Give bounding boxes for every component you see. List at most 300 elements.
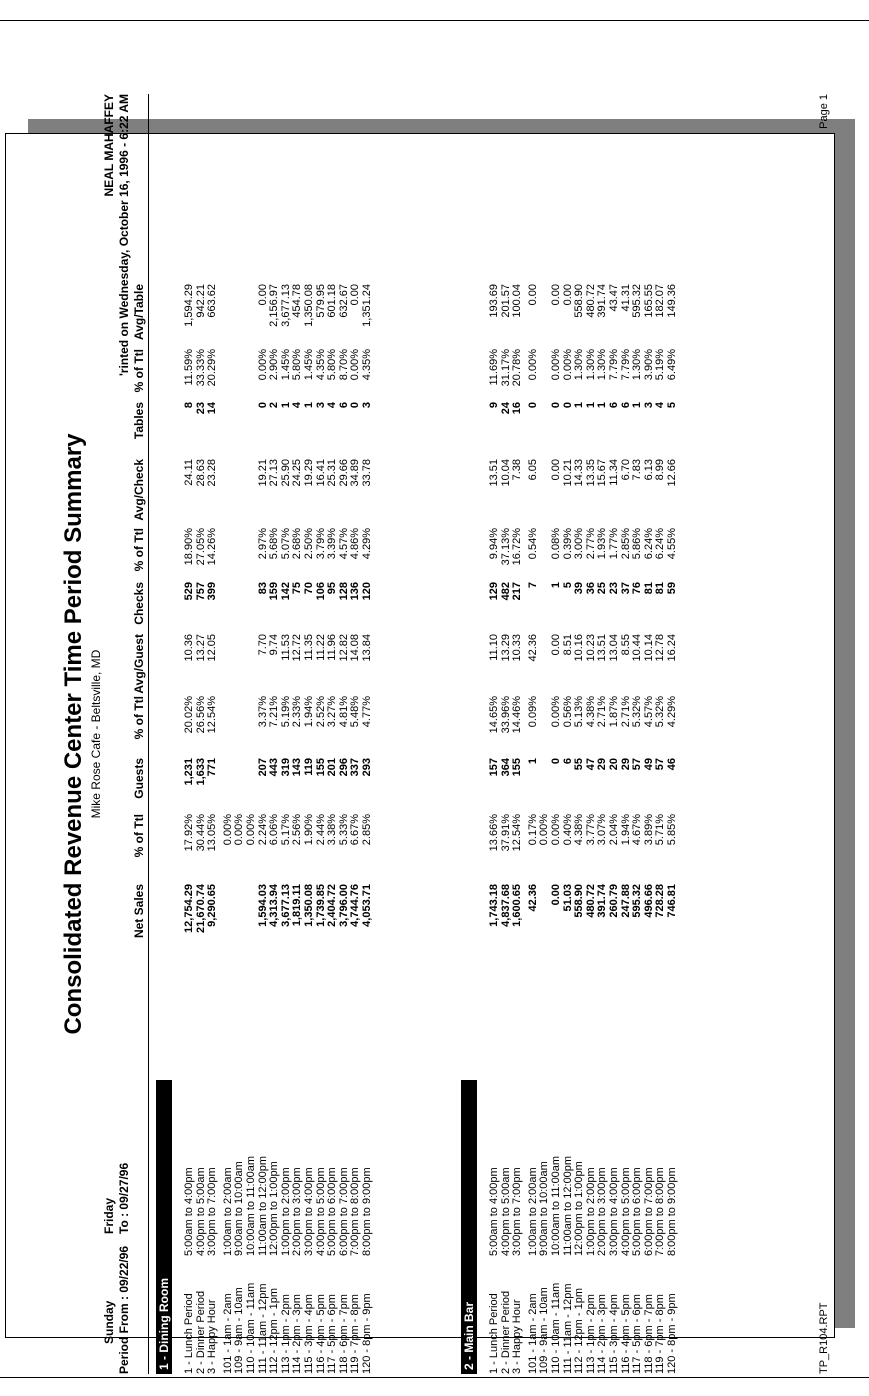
period-name: 3 - Happy Hour [206, 1299, 219, 1374]
cell-avg-guest: 7.70 [256, 634, 269, 656]
cell--of-ttl: 0.00% [550, 349, 562, 381]
cell--of-ttl: 33.33% [194, 349, 207, 387]
cell-avg-guest: 13.51 [596, 634, 609, 662]
cell--of-ttl: 0.00% [256, 349, 269, 381]
period-time-range: 8:00pm to 9:00pm [666, 1167, 678, 1256]
period-name: 112 - 12pm - 1pm [573, 1287, 586, 1374]
cell--of-ttl: 4.55% [666, 528, 678, 560]
cell-tables: 4 [326, 402, 339, 409]
cell--of-ttl: 2.50% [303, 528, 315, 560]
cell--of-ttl: 4.57% [642, 696, 655, 728]
cell-checks: 159 [268, 582, 281, 601]
cell-checks: 36 [584, 582, 597, 595]
cell-tables: 0 [550, 402, 562, 409]
cell-avg-guest: 0.00 [550, 634, 562, 656]
cell-avg-check: 29.66 [337, 459, 350, 487]
cell--of-ttl: 1.94% [303, 696, 315, 728]
cell-avg-check: 16.41 [314, 459, 327, 487]
cell-avg-guest: 13.84 [361, 634, 373, 662]
cell-avg-guest: 13.29 [499, 634, 512, 662]
cell-avg-guest: 11.22 [314, 634, 327, 661]
cell--of-ttl: 1.90% [303, 814, 315, 846]
cell-avg-table: 149.36 [666, 284, 678, 318]
cell-checks: 70 [303, 582, 315, 595]
cell-guests: 771 [206, 758, 219, 777]
section-header: 2 - Main Bar [461, 1080, 477, 1374]
cell-avg-guest: 13.04 [608, 634, 620, 662]
report-title: Consolidated Revenue Center Time Period Summary [60, 433, 87, 1035]
cell--of-ttl: 1.94% [619, 814, 632, 846]
cell-tables: 0 [526, 402, 539, 409]
cell-avg-guest: 9.74 [268, 634, 281, 656]
cell-avg-check: 6.70 [619, 459, 632, 481]
cell--of-ttl: 2.71% [619, 696, 632, 728]
cell-checks: 81 [654, 582, 667, 595]
table-row [362, 94, 374, 1374]
cell-avg-guest: 14.08 [349, 634, 362, 662]
cell--of-ttl: 0.09% [526, 696, 539, 728]
report-page [5, 94, 835, 1374]
cell-avg-table: 0.00 [526, 284, 539, 306]
cell-net-sales: 3,677.13 [279, 884, 292, 927]
cell--of-ttl: 0.00% [526, 349, 539, 381]
column-header: Guests [132, 758, 146, 799]
period-name: 116 - 4pm - 5pm [314, 1294, 327, 1374]
period-time-range: 5:00am to 4:00pm [183, 1167, 195, 1256]
cell-net-sales: 1,594.03 [256, 884, 269, 927]
cell-checks: 142 [279, 582, 292, 601]
cell-avg-check: 33.78 [361, 459, 373, 487]
cell--of-ttl: 2.77% [584, 528, 597, 560]
cell-checks: 1 [550, 582, 562, 589]
cell--of-ttl: 16.72% [511, 528, 524, 566]
cell-avg-check: 10.04 [499, 459, 512, 487]
cell-avg-table: 391.74 [596, 284, 609, 318]
cell-net-sales: 1,350.08 [303, 884, 315, 927]
cell-avg-table: 182.07 [654, 284, 667, 318]
cell-avg-table: 0.00 [561, 284, 574, 306]
cell-net-sales: 746.81 [666, 884, 678, 918]
cell-guests: 6 [561, 758, 574, 765]
cell-net-sales: 0.00 [550, 884, 562, 906]
period-time-range: 4:00pm to 5:00pm [314, 1167, 327, 1256]
cell--of-ttl: 4.86% [349, 528, 362, 560]
cell--of-ttl: 3.37% [256, 696, 269, 728]
period-time-range: 3:00pm to 4:00pm [303, 1167, 315, 1256]
cell-tables: 0 [256, 402, 269, 409]
period-name: 101 - 1am - 2am [221, 1293, 234, 1374]
cell--of-ttl: 1.45% [279, 349, 292, 381]
cell--of-ttl: 3.38% [326, 814, 339, 846]
period-time-range: 1:00pm to 2:00pm [279, 1167, 292, 1256]
period-name: 109 - 9am - 10am [538, 1287, 551, 1374]
cell--of-ttl: 6.67% [349, 814, 362, 846]
table-row [246, 94, 258, 1374]
cell--of-ttl: 4.29% [666, 696, 678, 728]
cell-net-sales: 595.32 [631, 884, 644, 918]
cell-net-sales: 558.90 [573, 884, 586, 918]
cell--of-ttl: 8.70% [337, 349, 350, 381]
cell-avg-check: 0.00 [550, 459, 562, 481]
cell-avg-guest: 10.16 [573, 634, 586, 662]
cell-guests: 55 [573, 758, 586, 771]
cell--of-ttl: 11.69% [488, 349, 500, 386]
cell-tables: 16 [511, 402, 524, 415]
period-time-range: 4:00pm to 5:00pm [619, 1167, 632, 1256]
cell-avg-check: 7.83 [631, 459, 644, 481]
cell-guests: 443 [268, 758, 281, 777]
period-time-range: 2:00pm to 3:00pm [596, 1167, 609, 1256]
cell--of-ttl: 0.00% [221, 814, 234, 846]
cell--of-ttl: 26.56% [194, 696, 207, 734]
period-time-range: 10:00am to 11:00am [245, 1155, 257, 1256]
period-time-range: 11:00am to 12:00pm [561, 1155, 574, 1256]
period-to: To : 09/27/96 [117, 1162, 131, 1234]
cell-avg-table: 1,594.29 [183, 284, 195, 327]
cell-guests: 364 [499, 758, 512, 777]
period-time-range: 3:00pm to 7:00pm [511, 1167, 524, 1256]
cell-checks: 136 [349, 582, 362, 601]
cell--of-ttl: 4.29% [361, 528, 373, 560]
period-time-range: 11:00am to 12:00pm [256, 1155, 269, 1256]
period-time-range: 1:00am to 2:00am [526, 1167, 539, 1256]
column-header: Avg/Table [132, 284, 146, 341]
cell-avg-table: 942.21 [194, 284, 207, 318]
period-name: 114 - 2pm - 3pm [291, 1294, 304, 1374]
cell-tables: 14 [206, 402, 219, 415]
cell--of-ttl: 0.39% [561, 528, 574, 560]
cell-avg-check: 27.13 [268, 459, 281, 487]
cell--of-ttl: 5.68% [268, 528, 281, 560]
bottom-rule [0, 1377, 869, 1378]
cell-tables: 9 [488, 402, 500, 409]
cell-tables: 0 [349, 402, 362, 409]
cell-net-sales: 496.66 [642, 884, 655, 918]
cell--of-ttl: 12.54% [206, 696, 219, 734]
cell-avg-check: 28.63 [194, 459, 207, 487]
cell--of-ttl: 14.26% [206, 528, 219, 566]
section-header: 1 - Dining Room [156, 1080, 172, 1374]
cell-checks: 59 [666, 582, 678, 595]
cell-avg-table: 663.62 [206, 284, 219, 318]
cell-guests: 46 [666, 758, 678, 771]
cell-avg-check: 14.33 [573, 459, 586, 487]
period-time-range: 9:00am to 10:00am [538, 1161, 551, 1256]
column-header: Avg/Check [132, 459, 146, 521]
period-name: 111 - 11am - 12pm [256, 1283, 269, 1374]
period-time-range: 6:00pm to 7:00pm [337, 1167, 350, 1256]
cell-checks: 5 [561, 582, 574, 589]
cell--of-ttl: 3.79% [314, 528, 327, 560]
cell-avg-check: 24.11 [183, 459, 195, 486]
cell--of-ttl: 33.96% [499, 696, 512, 734]
cell--of-ttl: 0.00% [561, 349, 574, 381]
cell-avg-guest: 11.96 [326, 634, 339, 661]
cell-net-sales: 1,739.85 [314, 884, 327, 927]
cell--of-ttl: 0.00% [538, 814, 551, 846]
cell-net-sales: 51.03 [561, 884, 574, 912]
cell--of-ttl: 30.44% [194, 814, 207, 852]
cell-guests: 20 [608, 758, 620, 771]
cell-avg-table: 601.18 [326, 284, 339, 318]
cell--of-ttl: 5.07% [279, 528, 292, 560]
report-footer-left: TP_R104.RPT [818, 1302, 830, 1374]
period-time-range: 4:00pm to 5:00am [194, 1167, 207, 1256]
cell--of-ttl: 5.32% [654, 696, 667, 728]
column-header: Avg/Guest [132, 634, 146, 694]
cell--of-ttl: 2.33% [291, 696, 304, 728]
cell-avg-guest: 10.33 [511, 634, 524, 662]
cell-tables: 2 [268, 402, 281, 409]
cell--of-ttl: 0.00% [550, 696, 562, 728]
cell-checks: 81 [642, 582, 655, 595]
cell-avg-check: 10.21 [561, 459, 574, 487]
cell-guests: 155 [314, 758, 327, 777]
cell-tables: 5 [666, 402, 678, 409]
cell--of-ttl: 2.85% [361, 814, 373, 846]
cell-avg-check: 19.29 [303, 459, 315, 487]
cell-avg-table: 0.00 [349, 284, 362, 306]
table-row [512, 94, 524, 1374]
cell-checks: 399 [206, 582, 219, 601]
cell--of-ttl: 2.71% [596, 696, 609, 728]
cell-guests: 293 [361, 758, 373, 777]
cell-guests: 1,231 [183, 758, 195, 786]
column-header: % of Ttl [132, 349, 146, 393]
end-day: Friday [102, 1197, 116, 1234]
cell-tables: 1 [596, 402, 609, 409]
table-row [667, 94, 679, 1374]
cell-avg-table: 201.57 [499, 284, 512, 318]
cell-avg-table: 100.04 [511, 284, 524, 318]
report-subtitle: Mike Rose Cafe - Beltsville, MD [89, 649, 103, 819]
cell-avg-table: 1,350.08 [303, 284, 315, 327]
cell-checks: 482 [499, 582, 512, 601]
period-time-range: 10:00am to 11:00am [550, 1155, 562, 1256]
period-time-range: 12:00pm to 1:00pm [268, 1161, 281, 1256]
cell--of-ttl: 2.85% [619, 528, 632, 560]
cell-avg-table: 558.90 [573, 284, 586, 318]
cell--of-ttl: 7.79% [608, 349, 620, 381]
cell-avg-guest: 8.55 [619, 634, 632, 656]
period-name: 113 - 1pm - 2pm [279, 1294, 292, 1374]
cell--of-ttl: 3.07% [596, 814, 609, 846]
cell-net-sales: 1,600.65 [511, 884, 524, 927]
table-row [207, 94, 219, 1374]
cell-tables: 1 [303, 402, 315, 409]
column-header: Tables [132, 402, 146, 440]
period-time-range: 1:00pm to 2:00pm [584, 1167, 597, 1256]
period-name: 110 - 10am - 11am [550, 1282, 562, 1374]
cell--of-ttl: 4.38% [573, 814, 586, 846]
cell--of-ttl: 7.79% [619, 349, 632, 381]
period-time-range: 8:00pm to 9:00pm [361, 1167, 373, 1256]
cell--of-ttl: 11.59% [183, 349, 195, 386]
cell-avg-guest: 11.35 [303, 634, 315, 661]
printed-on-date: 'rinted on Wednesday, October 16, 1996 - 6:22 AM [117, 94, 131, 377]
cell-guests: 29 [596, 758, 609, 771]
cell--of-ttl: 20.29% [206, 349, 219, 387]
cell--of-ttl: 2.68% [291, 528, 304, 560]
cell-tables: 3 [361, 402, 373, 409]
cell-avg-guest: 16.24 [666, 634, 678, 662]
cell-avg-check: 23.28 [206, 459, 219, 487]
cell--of-ttl: 6.24% [654, 528, 667, 560]
cell-checks: 7 [526, 582, 539, 589]
cell-avg-table: 0.00 [550, 284, 562, 306]
cell-checks: 76 [631, 582, 644, 595]
cell-net-sales: 1,819.11 [291, 884, 304, 927]
cell-avg-table: 1,351.24 [361, 284, 373, 327]
cell--of-ttl: 5.33% [337, 814, 350, 846]
period-name: 119 - 7pm - 8pm [654, 1294, 667, 1374]
cell-avg-table: 43.47 [608, 284, 620, 312]
cell-avg-table: 0.00 [256, 284, 269, 306]
rotated-report [46, 94, 846, 1374]
cell--of-ttl: 5.17% [279, 814, 292, 846]
period-time-range: 9:00am to 10:00am [233, 1161, 246, 1256]
column-header: % of Ttl [132, 528, 146, 572]
cell-tables: 1 [573, 402, 586, 409]
cell--of-ttl: 6.24% [642, 528, 655, 560]
cell--of-ttl: 1.87% [608, 696, 620, 728]
cell-tables: 1 [279, 402, 292, 409]
page-number: Page 1 [818, 94, 830, 129]
cell-net-sales: 4,053.71 [361, 884, 373, 927]
period-time-range: 3:00pm to 4:00pm [608, 1167, 620, 1256]
start-day: Sunday [102, 1300, 116, 1344]
table-row [304, 94, 316, 1374]
cell-checks: 757 [194, 582, 207, 601]
cell-checks: 75 [291, 582, 304, 595]
cell--of-ttl: 1.77% [608, 528, 620, 560]
cell-net-sales: 3,796.00 [337, 884, 350, 927]
cell--of-ttl: 1.45% [303, 349, 315, 381]
cell-avg-guest: 11.53 [279, 634, 292, 661]
cell--of-ttl: 2.52% [314, 696, 327, 728]
cell--of-ttl: 2.56% [291, 814, 304, 846]
cell-guests: 49 [642, 758, 655, 771]
cell-guests: 155 [511, 758, 524, 777]
cell--of-ttl: 37.13% [499, 528, 512, 566]
period-name: 2 - Dinner Period [499, 1290, 512, 1374]
period-time-range: 4:00pm to 5:00am [499, 1167, 512, 1256]
table-row [551, 94, 563, 1374]
cell-guests: 1 [526, 758, 539, 765]
column-header: Net Sales [132, 884, 146, 939]
cell-tables: 4 [654, 402, 667, 409]
cell-net-sales: 21,670.74 [194, 884, 207, 933]
cell--of-ttl: 2.04% [608, 814, 620, 846]
cell--of-ttl: 2.24% [256, 814, 269, 846]
period-name: 118 - 6pm - 7pm [642, 1294, 655, 1374]
cell--of-ttl: 5.85% [666, 814, 678, 846]
cell--of-ttl: 14.46% [511, 696, 524, 734]
cell-checks: 25 [596, 582, 609, 595]
cell--of-ttl: 5.19% [279, 696, 292, 728]
cell--of-ttl: 0.00% [349, 349, 362, 381]
period-name: 114 - 2pm - 3pm [596, 1294, 609, 1374]
cell-guests: 57 [631, 758, 644, 771]
cell-avg-table: 595.32 [631, 284, 644, 318]
cell-avg-guest: 12.72 [291, 634, 304, 662]
period-from: Period From : 09/22/96 [117, 1245, 131, 1374]
cell--of-ttl: 27.05% [194, 528, 207, 566]
period-name: 120 - 8pm - 9pm [361, 1293, 373, 1374]
cell-net-sales: 4,744.76 [349, 884, 362, 927]
period-name: 116 - 4pm - 5pm [619, 1294, 632, 1374]
cell-avg-guest: 11.10 [488, 634, 500, 661]
cell--of-ttl: 14.65% [488, 696, 500, 734]
period-name: 118 - 6pm - 7pm [337, 1294, 350, 1374]
cell--of-ttl: 37.91% [499, 814, 512, 852]
cell--of-ttl: 1.30% [596, 349, 609, 381]
cell--of-ttl: 5.13% [573, 696, 586, 728]
cell-avg-guest: 42.36 [526, 634, 539, 662]
period-name: 110 - 10am - 11am [245, 1282, 257, 1374]
cell-avg-table: 632.67 [337, 284, 350, 318]
cell--of-ttl: 1.93% [596, 528, 609, 560]
cell--of-ttl: 0.08% [550, 528, 562, 560]
period-name: 117 - 5pm - 6pm [326, 1294, 339, 1374]
cell-net-sales: 260.79 [608, 884, 620, 918]
cell-avg-guest: 8.51 [561, 634, 574, 656]
cell--of-ttl: 20.78% [511, 349, 524, 387]
cell-tables: 6 [619, 402, 632, 409]
cell-net-sales: 4,313.94 [268, 884, 281, 927]
cell-tables: 1 [631, 402, 644, 409]
cell--of-ttl: 4.38% [584, 696, 597, 728]
cell-guests: 47 [584, 758, 597, 771]
cell-tables: 23 [194, 402, 207, 415]
cell-net-sales: 391.74 [596, 884, 609, 918]
cell--of-ttl: 4.57% [337, 528, 350, 560]
cell--of-ttl: 4.35% [314, 349, 327, 381]
cell--of-ttl: 3.89% [642, 814, 655, 846]
period-time-range: 7:00pm to 8:00pm [349, 1167, 362, 1256]
cell--of-ttl: 4.77% [361, 696, 373, 728]
cell--of-ttl: 5.32% [631, 696, 644, 728]
cell-net-sales: 728.28 [654, 884, 667, 918]
cell-guests: 29 [619, 758, 632, 771]
cell-avg-table: 3,677.13 [279, 284, 292, 327]
cell--of-ttl: 5.80% [291, 349, 304, 381]
cell-avg-table: 579.95 [314, 284, 327, 318]
cell--of-ttl: 4.81% [337, 696, 350, 728]
cell-avg-check: 12.66 [666, 459, 678, 487]
period-time-range: 5:00am to 4:00pm [488, 1167, 500, 1256]
cell-avg-guest: 12.82 [337, 634, 350, 662]
period-name: 1 - Lunch Period [183, 1293, 195, 1374]
cell-avg-check: 11.34 [608, 459, 620, 486]
cell-avg-check: 6.05 [526, 459, 539, 481]
cell--of-ttl: 1.30% [631, 349, 644, 381]
cell-tables: 0 [561, 402, 574, 409]
period-name: 3 - Happy Hour [511, 1299, 524, 1374]
cell--of-ttl: 6.49% [666, 349, 678, 381]
cell--of-ttl: 17.92% [183, 814, 195, 852]
cell-guests: 0 [550, 758, 562, 765]
cell-checks: 95 [326, 582, 339, 595]
period-name: 115 - 3pm - 4pm [608, 1294, 620, 1374]
cell--of-ttl: 13.66% [488, 814, 500, 852]
cell-guests: 207 [256, 758, 269, 777]
cell-guests: 57 [654, 758, 667, 771]
cell-avg-guest: 13.27 [194, 634, 207, 662]
period-name: 113 - 1pm - 2pm [584, 1294, 597, 1374]
cell--of-ttl: 12.54% [511, 814, 524, 852]
cell-tables: 6 [608, 402, 620, 409]
